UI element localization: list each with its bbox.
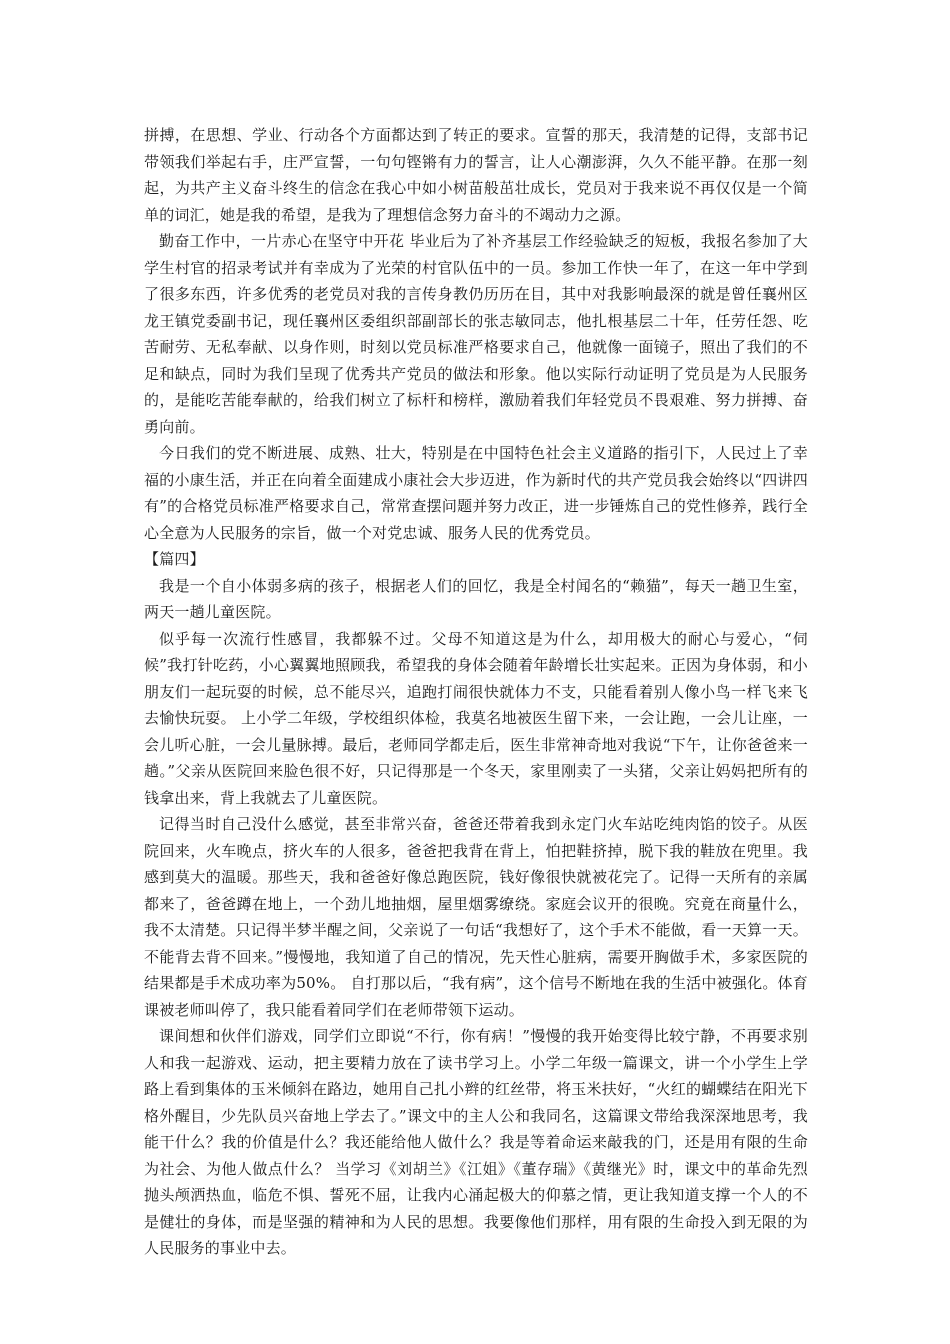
paragraph-party-today: 今日我们的党不断进展、成熟、壮大，特别是在中国特色社会主义道路的指引下，人民过上了幸福的小康生活，并正在向着全面建成小康社会大步迈进，作为新时代的共产党员我会始终以“四讲四有”的合格党员标准严格要求自己，常常查摆问题并努力改正，进一步锤炼自己的党性修养，践行全心全意为人民服务的宗旨，做一个对党忠诚、服务人民的优秀党员。: [144, 444, 808, 542]
section-heading-part-four: 【篇四】: [144, 550, 205, 568]
paragraph-village-official: 勤奋工作中，一片赤心在坚守中开花 毕业后为了补齐基层工作经验缺乏的短板，我报名参加了大学生村官的招录考试并有幸成为了光荣的村官队伍中的一员。参加工作快一年了，在这一年中学到了很多东西，许多优秀的老党员对我的言传身教仍历历在目，其中对我影响最深的就是曾任襄州区龙王镇党委副书记，现任襄州区委组织部副部长的张志敏同志，他扎根基层二十年，任劳任怨、吃苦耐劳、无私奉献、以身作则，时刻以党员标准严格要求自己，他就像一面镜子，照出了我们的不足和缺点，同时为我们呈现了优秀共产党员的做法和形象。他以实际行动证明了党员是为人民服务的，是能吃苦能奉献的，给我们树立了标杆和榜样，激励着我们年轻党员不畏艰难、努力拼搏、奋勇向前。: [144, 232, 808, 436]
paragraph-oath: 拼搏，在思想、学业、行动各个方面都达到了转正的要求。宣誓的那天，我清楚的记得，支部书记带领我们举起右手，庄严宣誓，一句句铿锵有力的誓言，让人心潮澎湃，久久不能平静。在那一刻起，为共产主义奋斗终生的信念在我心中如小树苗般茁壮成长，党员对于我来说不再仅仅是一个简单的词汇，她是我的希望，是我为了理想信念努力奋斗的不竭动力之源。: [144, 126, 808, 224]
paragraph-inspiration: 课间想和伙伴们游戏，同学们立即说“不行，你有病！”慢慢的我开始变得比较宁静，不再要求别人和我一起游戏、运动，把主要精力放在了读书学习上。小学二年级一篇课文，讲一个小学生上学路上看到集体的玉米倾斜在路边，她用自己扎小辫的红丝带，将玉米扶好，“火红的蝴蝶结在阳光下格外醒目，少先队员兴奋地上学去了。”课文中的主人公和我同名，这篇课文带给我深深地思考，我能干什么？我的价值是什么？我还能给他人做什么？我是等着命运来敲我的门，还是用有限的生命为社会、为他人做点什么？ 当学习《刘胡兰》《江姐》《董存瑞》《黄继光》时，课文中的革命先烈抛头颅洒热血，临危不惧、誓死不屈，让我内心涌起极大的仰慕之情，更让我知道支撑一个人的不是健壮的身体，而是坚强的精神和为人民的思想。我要像他们那样，用有限的生命投入到无限的为人民服务的事业中去。: [144, 1027, 808, 1257]
paragraph-hospital: 记得当时自己没什么感觉，甚至非常兴奋，爸爸还带着我到永定门火车站吃纯肉馅的饺子。从医院回来，火车晚点，挤火车的人很多，爸爸把我背在背上，怕把鞋挤掉，脱下我的鞋放在兜里。我感到莫大的温暖。那些天，我和爸爸好像总跑医院，钱好像很快就被花完了。记得一天所有的亲属都来了，爸爸蹲在地上，一个劲儿地抽烟，屋里烟雾缭绕。家庭会议开的很晚。究竟在商量什么，我不太清楚。只记得半梦半醒之间，父亲说了一句话“我想好了，这个手术不能做，看一天算一天。不能背去背不回来。”慢慢地，我知道了自己的情况，先天性心脏病，需要开胸做手术，多家医院的结果都是手术成功率为50%。 自打那以后，“我有病”，这个信号不断地在我的生活中被强化。体育课被老师叫停了，我只能看着同学们在老师带领下运动。: [144, 815, 808, 1019]
document-page: [144, 122, 808, 1262]
paragraph-checkup: 似乎每一次流行性感冒，我都躲不过。父母不知道这是为什么，却用极大的耐心与爱心，“伺候”我打针吃药，小心翼翼地照顾我，希望我的身体会随着年龄增长壮实起来。正因为身体弱，和小朋友们一起玩耍的时候，总不能尽兴，追跑打闹很快就体力不支，只能看着别人像小鸟一样飞来飞去愉快玩耍。 上小学二年级，学校组织体检，我莫名地被医生留下来，一会让跑，一会儿让座，一会儿听心脏，一会儿量脉搏。最后，老师同学都走后，医生非常神奇地对我说“下午，让你爸爸来一趟。”父亲从医院回来脸色很不好，只记得那是一个冬天，家里刚卖了一头猪，父亲让妈妈把所有的钱拿出来，背上我就去了儿童医院。: [144, 629, 808, 807]
paragraph-childhood-illness: 我是一个自小体弱多病的孩子，根据老人们的回忆，我是全村闻名的“赖猫”，每天一趟卫生室，两天一趟儿童医院。: [144, 576, 808, 621]
